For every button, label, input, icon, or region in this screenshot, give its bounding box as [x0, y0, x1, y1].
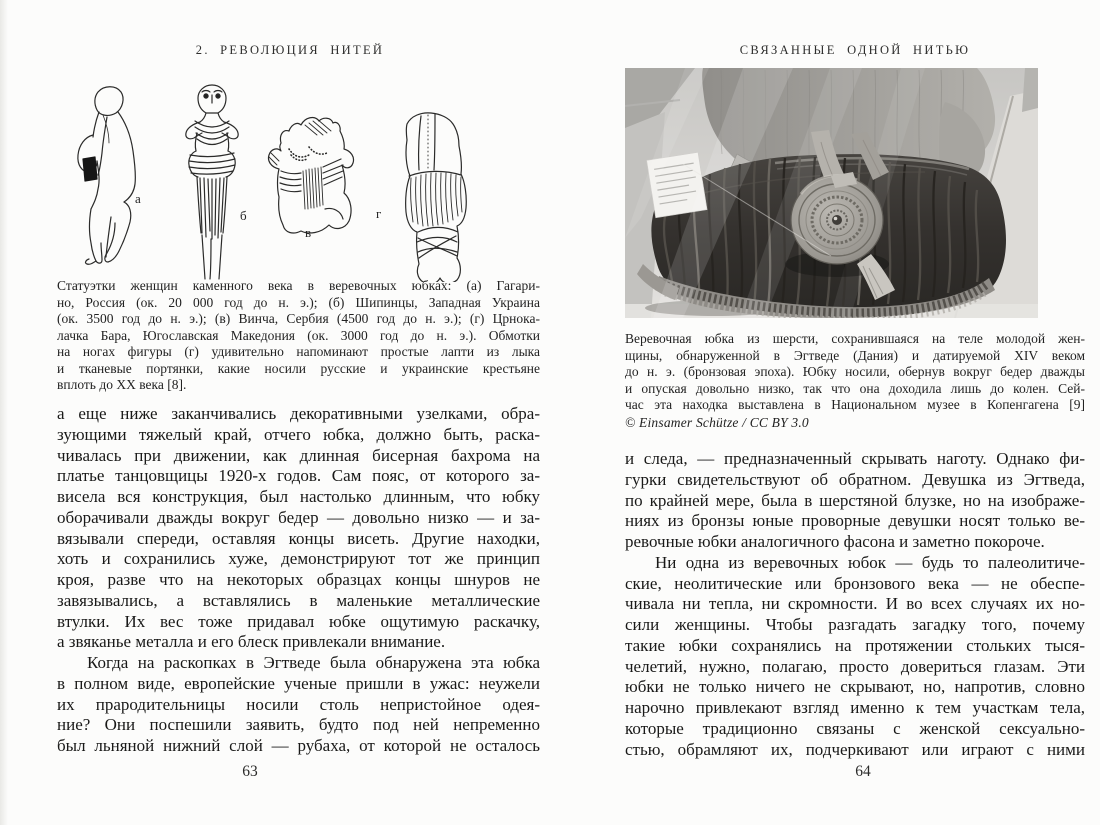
text-line: щины, обнаруженной в Эгтведе (Дания) и датируемой XIV веком	[625, 347, 1085, 363]
text-line: а звяканье металла и его блеск привлекали внимание.	[57, 632, 446, 652]
text-line: лачка Бара, Югославская Македония (ок. 3000 год до н. э.). Обмотки	[57, 327, 540, 343]
text-line: но, Россия (ок. 20 000 год до н. э.); (б) Шипинцы, Западная Украина	[57, 294, 540, 310]
text-line: ние? Они поспешили заявить, будто под ней непременно	[57, 715, 540, 735]
text-line: завязывались, а вставлялись в маленькие металлические	[57, 590, 540, 610]
text-line: оборачивали дважды вокруг бедер — довольно низко — и за-	[57, 507, 540, 527]
running-head-left: 2. РЕВОЛЮЦИЯ НИТЕЙ	[195, 43, 385, 57]
figure-labels	[135, 191, 381, 240]
stone-age-figurines-drawing	[60, 84, 530, 282]
figurine-a	[78, 87, 136, 265]
body-text-right	[625, 449, 1085, 760]
text-line: их прародительницы носили столь непристойное одея-	[57, 694, 540, 714]
text-line: ниях из бронзы юные проворные девушки носят только ве-	[625, 511, 1085, 531]
text-line: (ок. 3500 год до н. э.); (в) Винча, Сербия (4500 год до н. э.); (г) Црнока-	[57, 311, 540, 326]
text-line: Веревочная юбка из шерсти, сохранившаяся на теле молодой жен-	[625, 331, 1085, 346]
page-edge-shadow	[0, 0, 8, 825]
text-line: был льняной нижний слой — рубаха, от которой не осталось	[57, 736, 540, 755]
text-line: кроя, разве что на некоторых образцах концы шнуров не	[57, 570, 540, 589]
text-line: которые традиционно связаны с женской сексуально-	[625, 718, 1085, 738]
page-number-right: 64	[855, 763, 871, 780]
photo-credit: © Einsamer Schütze / CC BY 3.0	[625, 414, 809, 430]
figure-label-g: г	[376, 206, 382, 221]
text-line: зующими тяжелый край, отчего юбка, должно быть, раска-	[57, 424, 540, 444]
figure-label-v: в	[305, 225, 312, 240]
running-head-right: СВЯЗАННЫЕ ОДНОЙ НИТЬЮ	[739, 43, 971, 57]
photo-caption-lines	[625, 331, 1085, 414]
text-line: платье танцовщицы 1920-х годов. Сам пояс, от которого за-	[57, 466, 540, 486]
text-line: в полном виде, европейские ученые пришли в ужас: неужели	[57, 673, 540, 693]
text-line: сили женщины. Чтобы разгадать загадку того, почему	[625, 615, 1085, 634]
text-line: чивала ни тепла, ни скромности. И во всех случаях их но-	[625, 594, 1085, 614]
text-line: гурки свидетельствуют об обратном. Девушка из Эгтведа,	[625, 469, 1085, 489]
text-line: стью, обрамляют их, подчеркивают или играют с ними	[625, 739, 1085, 759]
text-line: по крайней мере, была в шерстяной блузке, но на изображе-	[625, 490, 1085, 510]
figure-caption-left	[57, 278, 540, 394]
text-line: вязывали спереди, оставляя концы висеть. Другие находки,	[57, 528, 540, 548]
body-text-left	[57, 404, 540, 757]
text-line: а еще ниже заканчивались декоративными узелками, обра-	[57, 404, 540, 423]
text-line: висела вся конструкция, был настолько длинным, что юбку	[57, 487, 540, 506]
text-line: вплоть до XX века [8].	[57, 377, 187, 392]
text-line: нарочно привлекают взгляд именно к тем участкам тела,	[625, 698, 1085, 717]
text-line: Ни одна из веревочных юбок — будь то палеолитиче-	[655, 552, 1085, 572]
text-line: чивалась при движении, как длинная бисерная бахрома на	[57, 445, 540, 465]
text-line: и опуская довольно низко, так что она доходила лишь до колен. Сей-	[625, 380, 1085, 396]
text-line: ревочные юбки аналогичного фасона и заметно покороче.	[625, 532, 1045, 551]
figurine-g	[406, 113, 467, 282]
page-number-left: 63	[242, 763, 258, 780]
text-line: челетий, нужно, полагаю, просто довериться глазам. Эти	[625, 656, 1085, 676]
figure-label-a: а	[135, 191, 141, 206]
figurine-b	[186, 85, 238, 279]
text-line: Статуэтки женщин каменного века в веревочных юбках: (а) Гагари-	[57, 278, 540, 293]
text-line: Когда на раскопках в Эгтведе была обнаружена эта юбка	[87, 653, 540, 672]
photo-caption-right	[625, 331, 1085, 431]
text-line: втулки. Их вес тоже придавал юбке ощутимую раскачку,	[57, 611, 540, 631]
text-line: хоть и сохранились хуже, демонстрируют тот же принцип	[57, 549, 540, 569]
text-line: такие юбки сохранялись на протяжении стольких тыся-	[625, 635, 1085, 655]
text-line: ские, неолитические или бронзового века — не обеспе-	[625, 573, 1085, 593]
text-line: на ногах фигуры (г) удивительно напоминают простые лапти из лыка	[57, 344, 540, 359]
egtved-skirt-photo	[625, 68, 1038, 318]
text-line: и следа, — предназначенный скрывать наготу. Однако фи-	[625, 449, 1085, 468]
text-line: юбки не только ничего не скрывают, но, напротив, словно	[625, 677, 1085, 697]
figure-label-b: б	[240, 208, 247, 223]
text-line: час эта находка выставлена в Национальном музее в Копенгагена [9]	[625, 397, 1085, 412]
text-line: и тканевые портянки, какие носили русские и украинские крестьяне	[57, 360, 540, 376]
figurine-v	[268, 118, 353, 233]
text-line: до н. э. (бронзовая эпоха). Юбку носили, обернув вокруг бедер дважды	[625, 364, 1085, 379]
